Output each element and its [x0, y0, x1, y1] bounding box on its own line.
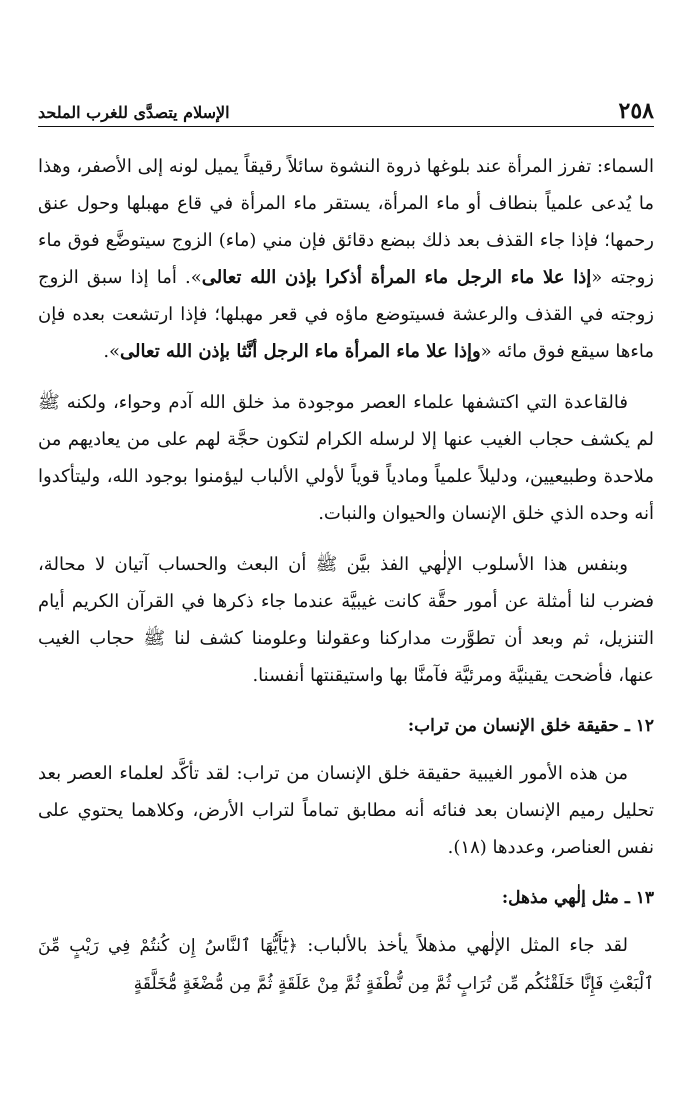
paragraph-1-text-c: ». [103, 341, 121, 362]
page-body [38, 148, 654, 1017]
paragraph-2: فالقاعدة التي اكتشفها علماء العصر موجودة مذ خلق الله آدم وحواء، ولكنه ﷺ لم يكشف حجاب الغيب عنها إلا لرسله الكرام لتكون حجَّة لهم على من يعاديهم من ملاحدة وطبيعيين، ودليلاً علمياً ومادياً قوياً لأولي الألباب ليؤمنوا بوجود الله، وليتأكدوا أنه وحده الذي خلق الإنسان والحيوان والنبات. [38, 392, 654, 524]
paragraph-5-text: لقد جاء المثل الإلٰهي مذهلاً يأخذ بالألباب: [297, 935, 628, 956]
section-heading-12: ١٢ ـ حقيقة خلق الإنسان من تراب: [407, 716, 654, 736]
paragraph-4: من هذه الأمور الغيبية حقيقة خلق الإنسان من تراب: لقد تأكَّد لعلماء العصر بعد تحليل رميم الإنسان بعد فنائه أنه مطابق تماماً لتراب الأرض، وكلاهما يحتوي على نفس العناصر، وعددها (١٨). [38, 763, 654, 858]
page-header [38, 92, 654, 127]
paragraph-3: وبنفس هذا الأسلوب الإلٰهي الفذ بيَّن ﷺ أن البعث والحساب آتيان لا محالة، فضرب لنا أمثلة عن أمور حقَّة كانت غيبيَّة عندما جاء ذكرها في القرآن الكريم أيام التنزيل، ثم وبعد أن تطوَّرت مداركنا وعقولنا وعلومنا كشف لنا ﷺ حجاب الغيب عنها، فأضحت يقينيَّة ومرئيَّة فآمنَّا بها واستيقنتها أنفسنا. [38, 554, 654, 686]
paragraph-1-text-a: السماء: تفرز المرأة عند بلوغها ذروة النشوة سائلاً رقيقاً يميل لونه إلى الأصفر، وهذا ما يُدعى علمياً بنطاف أو ماء المرأة، يستقر ماء المرأة في قاع مهبلها وحول عنق رحمها؛ فإذا جاء القذف بعد ذلك ببضع دقائق فإن مني (ماء) الزوج سيتوضَّع فوق ماء زوجته « [38, 156, 655, 288]
hadith-quote-male: إذا علا ماء الرجل ماء المرأة أذكرا بإذن الله تعالى [201, 267, 592, 288]
quran-verse: ﴿يَٰٓأَيُّهَا ٱلنَّاسُ إِن كُنتُمْ فِي رَيْبٍ مِّنَ ٱلْبَعْثِ فَإِنَّا خَلَقْنَٰكُم مِّن تُرَابٍ ثُمَّ مِن نُّطْفَةٍ ثُمَّ مِنْ عَلَقَةٍ ثُمَّ مِن مُّضْغَةٍ مُّخَلَّقَةٍ [38, 936, 654, 994]
hadith-quote-female: وإذا علا ماء المرأة ماء الرجل أنَّثا بإذن الله تعالى [120, 341, 481, 362]
running-title: الإسلام يتصدَّى للغرب الملحد [38, 103, 230, 122]
paragraph-1 [38, 148, 654, 370]
page-number: ٢٥٨ [618, 98, 654, 124]
paragraph-1-text-b: ». أما إذا سبق الزوج زوجته في القذف والرعشة فسيتوضع ماؤه في قعر مهبلها؛ فإذا ارتشعت بعده فإن ماءها سيقع فوق مائه « [38, 267, 654, 362]
paragraph-5 [38, 927, 654, 1003]
section-heading-13: ١٣ ـ مثل إلٰهي مذهل: [501, 888, 654, 908]
